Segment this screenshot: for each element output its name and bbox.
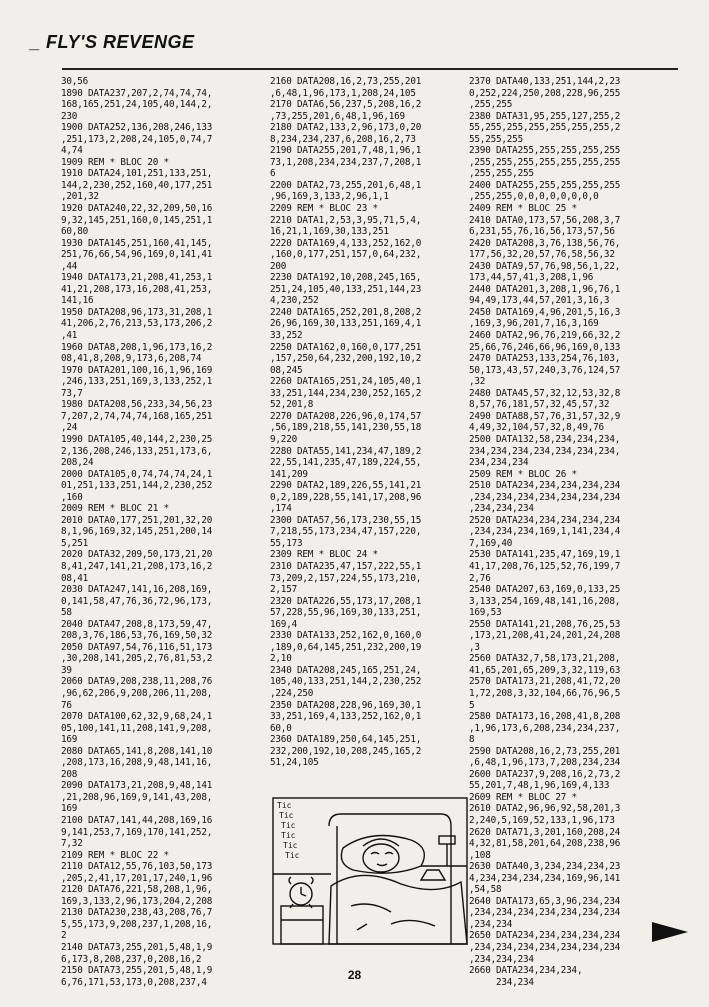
code-line: 2190 DATA255,201,7,48,1,96,1 [270,145,422,157]
code-line: 2360 DATA189,250,64,145,251, [270,734,422,746]
code-line: 2,136,208,246,133,251,173,6, [61,445,213,457]
code-line: ,246,133,251,169,3,133,252,1 [61,376,213,388]
code-line: ,201,32 [61,191,99,203]
code-line: 16,21,1,169,30,133,251 [270,226,389,238]
code-line: 76 [61,699,72,711]
code-line: 2020 DATA32,209,50,173,21,20 [61,549,213,561]
code-line: 200 [270,260,287,272]
code-line: 50,173,43,57,240,3,76,124,57 [469,364,621,376]
page-title: _ FLY'S REVENGE [30,32,195,52]
code-line: ,96,169,3,133,2,96,1,1 [270,191,389,203]
code-line: 2130 DATA230,238,43,208,76,7 [61,907,213,919]
code-line: 2140 DATA73,255,201,5,48,1,9 [61,942,213,954]
code-line: 1950 DATA208,96,173,31,208,1 [61,306,213,318]
code-line: ,41 [61,330,78,342]
code-line: 2280 DATA55,141,234,47,189,2 [270,445,422,457]
code-line: ,1,96,173,6,208,234,234,237, [469,722,621,734]
code-line: ,255,255 [469,99,513,111]
code-line: 58 [61,607,72,619]
code-line: ,234,234,234,234,234,234,234 [469,942,621,954]
code-line: ,205,2,41,17,201,17,240,1,96 [61,872,213,884]
code-line: 1980 DATA208,56,233,34,56,23 [61,399,213,411]
code-line: 2510 DATA234,234,234,234,234 [469,480,621,492]
code-line: 2200 DATA2,73,255,201,6,48,1 [270,179,422,191]
code-line: 51,24,105 [270,757,319,769]
code-line: 2609 REM * BLOC 27 * [469,791,577,803]
code-line: ,234,234,234,169,1,141,234,4 [469,526,621,538]
code-line: ,251,173,2,208,24,105,0,74,7 [61,133,213,145]
header-rule [62,68,678,70]
code-line: 26,96,169,30,133,251,169,4,1 [270,318,422,330]
code-line: 2520 DATA234,234,234,234,234 [469,514,621,526]
code-line: 6,76,171,53,173,0,208,237,4 [61,976,207,988]
code-line: 2490 DATA88,57,76,31,57,32,9 [469,410,621,422]
code-line: 0,252,224,250,208,228,96,255 [469,87,621,99]
code-line: 2460 DATA2,96,76,219,66,32,2 [469,330,621,342]
code-line: 1960 DATA8,208,1,96,173,16,2 [61,341,213,353]
code-line: ,224,250 [270,687,314,699]
code-line: 73,1,208,234,234,237,7,208,1 [270,156,422,168]
code-line: 4,49,32,104,57,32,8,49,76 [469,422,604,434]
code-line: 60,0 [270,722,292,734]
code-line: 2310 DATA235,47,157,222,55,1 [270,560,422,572]
code-line: 2660 DATA234,234,234, [469,965,583,977]
code-line: 9,32,145,251,160,0,145,251,1 [61,214,213,226]
code-line: 52,201,8 [270,399,314,411]
code-line: 41,21,208,173,16,208,41,253, [61,283,213,295]
code-line: 6,231,55,76,16,56,173,57,56 [469,226,615,238]
code-line: 144,2,230,252,160,40,177,251 [61,179,213,191]
code-line: 55,255,255 [469,133,523,145]
code-line: ,6,48,1,96,173,7,208,234,234 [469,757,621,769]
code-line: 25,66,76,246,66,96,169,0,133 [469,341,621,353]
code-line: 2530 DATA141,235,47,169,19,1 [469,549,621,561]
code-line: 2410 DATA0,173,57,56,208,3,7 [469,214,621,226]
code-line: 8,41,247,141,21,208,173,16,2 [61,560,213,572]
code-line: 2180 DATA2,133,2,96,173,0,20 [270,122,422,134]
code-line: 2,157 [270,584,297,596]
code-line: 2290 DATA2,189,226,55,141,21 [270,480,422,492]
code-line: ,255,255,0,0,0,0,0,0,0,0 [469,191,599,203]
code-line: ,234,234,234,234,234,234,234 [469,491,621,503]
code-line: 169,3,133,2,96,173,204,2,208 [61,895,213,907]
code-line: 2540 DATA207,63,169,0,133,25 [469,584,621,596]
code-line: ,255,255,255 [469,168,534,180]
sound-text: Tic [277,801,292,810]
code-line: 2640 DATA173,65,3,96,234,234 [469,895,621,907]
code-line: 08,41,8,208,9,173,6,208,74 [61,353,202,365]
code-line: 1990 DATA105,40,144,2,230,25 [61,433,213,445]
code-line: 22,55,141,235,47,189,224,55, [270,457,422,469]
cartoon-illustration [271,796,469,946]
code-line: 2300 DATA57,56,173,230,55,15 [270,514,422,526]
code-line: 2350 DATA208,228,96,169,30,1 [270,699,422,711]
code-line: 2500 DATA132,58,234,234,234, [469,433,621,445]
code-line: 8,234,234,237,6,208,16,2,73 [270,133,416,145]
code-line: 2370 DATA40,133,251,144,2,23 [469,76,621,87]
sound-text: Tic [283,841,298,850]
code-line: 33,252 [270,330,303,342]
code-line: ,169,3,96,201,7,16,3,169 [469,318,599,330]
code-line: 8,1,96,169,32,145,251,200,14 [61,526,213,538]
code-line: 41,206,2,76,213,53,173,206,2 [61,318,213,330]
page-number: 28 [347,968,362,982]
code-line: ,234,234,234,234,234,234,234 [469,907,621,919]
code-line: 2340 DATA208,245,165,251,24, [270,664,422,676]
code-line: 2010 DATA0,177,251,201,32,20 [61,514,213,526]
code-line: 73,209,2,157,224,55,173,210, [270,572,422,584]
code-line: 2470 DATA253,133,254,76,103, [469,353,621,365]
code-line: 2590 DATA208,16,2,73,255,201 [469,745,621,757]
code-line: 2070 DATA100,62,32,9,68,24,1 [61,711,213,723]
code-line: 5,251 [61,537,88,549]
code-line: 7,207,2,74,74,74,168,165,251 [61,410,213,422]
code-line: 208 [61,768,78,780]
sound-text: Tic [281,831,296,840]
code-line: 2409 REM * BLOC 25 * [469,203,577,215]
code-line: 2120 DATA76,221,58,208,1,96, [61,884,213,896]
code-line: 08,41 [61,572,88,584]
code-line: 251,24,105,40,133,251,144,23 [270,283,422,295]
code-line: 230 [61,110,78,122]
code-line: 2080 DATA65,141,8,208,141,10 [61,745,213,757]
code-line: 2330 DATA133,252,162,0,160,0 [270,630,422,642]
code-line: 2550 DATA141,21,208,76,25,53 [469,618,621,630]
code-line: ,96,62,206,9,208,206,11,208, [61,687,213,699]
code-line: 2090 DATA173,21,208,9,48,141 [61,780,213,792]
code-line: 01,251,133,251,144,2,230,252 [61,480,213,492]
code-line: 30,56 [61,76,88,87]
code-line: 105,40,133,251,144,2,230,252 [270,676,422,688]
code-line: 2509 REM * BLOC 26 * [469,468,577,480]
code-line: ,24 [61,422,78,434]
code-line: 169 [61,803,78,815]
code-line: ,234,234 [469,918,513,930]
code-line: 9,220 [270,433,297,445]
code-line: 234,234,234 [469,457,529,469]
code-line: 141,209 [270,468,308,480]
code-line: ,108 [469,849,491,861]
code-line: ,21,208,96,169,9,141,43,208, [61,791,213,803]
code-line: 9,141,253,7,169,170,141,252, [61,826,213,838]
code-line: ,234,234,234 [469,503,534,515]
code-line: 4,32,81,58,201,64,208,238,96 [469,838,621,850]
listing-column-3 [469,76,689,988]
code-line: 251,76,66,54,96,169,0,141,41 [61,249,213,261]
code-line: 1930 DATA145,251,160,41,145, [61,237,213,249]
code-line: 2390 DATA255,255,255,255,255 [469,145,621,157]
code-line: 5 [469,699,475,711]
code-line: 2570 DATA173,21,208,41,72,20 [469,676,621,688]
code-line: 2040 DATA47,208,8,173,59,47, [61,618,213,630]
code-line: 2160 DATA208,16,2,73,255,201 [270,76,422,87]
code-line: 168,165,251,24,105,40,144,2, [61,99,213,111]
code-line: ,54,58 [469,884,502,896]
code-line: 2270 DATA208,226,96,0,174,57 [270,410,422,422]
sound-text: Tic [281,821,296,830]
code-line: 41,17,208,76,125,52,76,199,7 [469,560,621,572]
code-line: 2,240,5,169,52,133,1,96,173 [469,815,615,826]
code-line: ,174 [270,503,292,515]
code-line: 55,255,255,255,255,255,255,2 [469,122,621,134]
code-line: 1890 DATA237,207,2,74,74,74, [61,87,213,99]
code-line: 3,133,254,169,48,141,16,208, [469,595,621,607]
code-line: 2600 DATA237,9,208,16,2,73,2 [469,768,621,780]
code-line: 2610 DATA2,96,96,92,58,201,3 [469,803,621,815]
code-line: 4,230,252 [270,295,319,307]
listing-column-2 [270,76,470,769]
code-line: 4,74 [61,145,83,157]
code-line: ,189,0,64,145,251,232,200,19 [270,641,422,653]
code-line: 141,16 [61,295,94,307]
code-line: 234,234,234,234,234,234,234, [469,445,621,457]
code-line: 4,234,234,234,234,169,96,141 [469,872,621,884]
code-line: 33,251,169,4,133,252,162,0,1 [270,711,422,723]
sound-text: Tic [285,851,300,860]
code-line: 2309 REM * BLOC 24 * [270,549,378,561]
code-line: 8 [469,734,475,746]
code-line: 1900 DATA252,136,208,246,133 [61,122,213,134]
code-line: 2110 DATA12,55,76,103,50,173 [61,861,213,873]
code-line: 2250 DATA162,0,160,0,177,251 [270,341,422,353]
code-line: 2 [61,930,67,942]
code-line: 232,200,192,10,208,245,165,2 [270,745,422,757]
continue-arrow-icon [650,920,690,944]
code-line: ,255,255,255,255,255,255,255 [469,156,621,168]
code-line: 2240 DATA165,252,201,8,208,2 [270,306,422,318]
code-line: 208,24 [61,457,94,469]
code-line: 2260 DATA165,251,24,105,40,1 [270,376,422,388]
code-line: 234,234 [469,976,534,988]
code-line: 73,7 [61,387,83,399]
code-line: 7,32 [61,838,83,850]
code-line: 2009 REM * BLOC 21 * [61,503,169,515]
code-line: ,208,173,16,208,9,48,141,16, [61,757,213,769]
code-line: ,6,48,1,96,173,1,208,24,105 [270,87,416,99]
code-line: 60,80 [61,226,88,238]
code-line: ,160 [61,491,83,503]
code-line: 8,57,76,181,57,32,45,57,32 [469,399,610,411]
code-line: 173,44,57,41,3,208,1,96 [469,272,594,284]
code-line: 0,2,189,228,55,141,17,208,96 [270,491,422,503]
sound-text: Tic [279,811,294,820]
code-line: ,32 [469,376,486,388]
code-line: 2320 DATA226,55,173,17,208,1 [270,595,422,607]
code-line: 7,218,55,173,234,47,157,220, [270,526,422,538]
code-line: 05,100,141,11,208,141,9,208, [61,722,213,734]
code-line: 2440 DATA201,3,208,1,96,76,1 [469,283,621,295]
code-line: ,44 [61,260,78,272]
code-line: 208,3,76,186,53,76,169,50,32 [61,630,213,642]
code-line: ,234,234,234 [469,953,534,965]
code-line: 1970 DATA201,100,16,1,96,169 [61,364,213,376]
listing-column-1 [61,76,261,988]
code-line: 7,169,40 [469,537,513,549]
code-line: 2420 DATA208,3,76,138,56,76, [469,237,621,249]
code-line: 2,76 [469,572,491,584]
code-line: ,73,255,201,6,48,1,96,169 [270,110,405,122]
code-line: 2620 DATA71,3,201,160,208,24 [469,826,621,838]
code-line: 2050 DATA97,54,76,116,51,173 [61,641,213,653]
code-line: 1909 REM * BLOC 20 * [61,156,169,168]
code-line: 1920 DATA240,22,32,209,50,16 [61,203,213,215]
code-line: 2650 DATA234,234,234,234,234 [469,930,621,942]
code-line: 55,201,7,48,1,96,169,4,133 [469,780,610,792]
code-line: 2480 DATA45,57,32,12,53,32,8 [469,387,621,399]
code-line: 94,49,173,44,57,201,3,16,3 [469,295,610,307]
code-line: 2450 DATA169,4,96,201,5,16,3 [469,306,621,318]
code-line: 2560 DATA32,7,58,173,21,208, [469,653,621,665]
code-line: 2060 DATA9,208,238,11,208,76 [61,676,213,688]
code-line: 0,141,58,47,76,36,72,96,173, [61,595,213,607]
code-line: 2,10 [270,653,292,665]
code-line: 2580 DATA173,16,208,41,8,208 [469,711,621,723]
code-line: ,157,250,64,232,200,192,10,2 [270,353,422,365]
code-line: 41,65,201,65,209,3,32,119,63 [469,664,621,676]
code-line: 169 [61,734,78,746]
code-line: 39 [61,664,72,676]
code-line: 5,55,173,9,208,237,1,208,16, [61,918,213,930]
code-line: 55,173 [270,537,303,549]
code-line: 169,4 [270,618,297,630]
code-line: 169,53 [469,607,502,619]
code-line: 2230 DATA192,10,208,245,165, [270,272,422,284]
code-line: 08,245 [270,364,303,376]
code-line: 6,173,8,208,237,0,208,16,2 [61,953,202,965]
code-line: 2210 DATA1,2,53,3,95,71,5,4, [270,214,422,226]
code-line: 2380 DATA31,95,255,127,255,2 [469,110,621,122]
code-line: 2400 DATA255,255,255,255,255 [469,179,621,191]
code-line: 1910 DATA24,101,251,133,251, [61,168,213,180]
code-line: ,160,0,177,251,157,0,64,232, [270,249,422,261]
code-line: 2030 DATA247,141,16,208,169, [61,584,213,596]
code-line: ,30,208,141,205,2,76,81,53,2 [61,653,213,665]
code-line: 57,228,55,96,169,30,133,251, [270,607,422,619]
code-line: ,56,189,218,55,141,230,55,18 [270,422,422,434]
code-line: 1940 DATA173,21,208,41,253,1 [61,272,213,284]
code-line: 2150 DATA73,255,201,5,48,1,9 [61,965,213,977]
code-line: 177,56,32,20,57,76,58,56,32 [469,249,615,261]
code-line: 2430 DATA9,57,76,98,56,1,22, [469,260,621,272]
code-line: 33,251,144,234,230,252,165,2 [270,387,422,399]
code-line: 2100 DATA7,141,44,208,169,16 [61,815,213,826]
code-line: 2209 REM * BLOC 23 * [270,203,378,215]
code-line: 1,72,208,3,32,104,66,76,96,5 [469,687,621,699]
code-line: ,3 [469,641,480,653]
code-line: 6 [270,168,276,180]
code-line: 2109 REM * BLOC 22 * [61,849,169,861]
code-line: 2000 DATA105,0,74,74,74,24,1 [61,468,213,480]
code-line: 2170 DATA6,56,237,5,208,16,2 [270,99,422,111]
code-line: 2220 DATA169,4,133,252,162,0 [270,237,422,249]
code-line: 2630 DATA40,3,234,234,234,23 [469,861,621,873]
code-line: ,173,21,208,41,24,201,24,208 [469,630,621,642]
